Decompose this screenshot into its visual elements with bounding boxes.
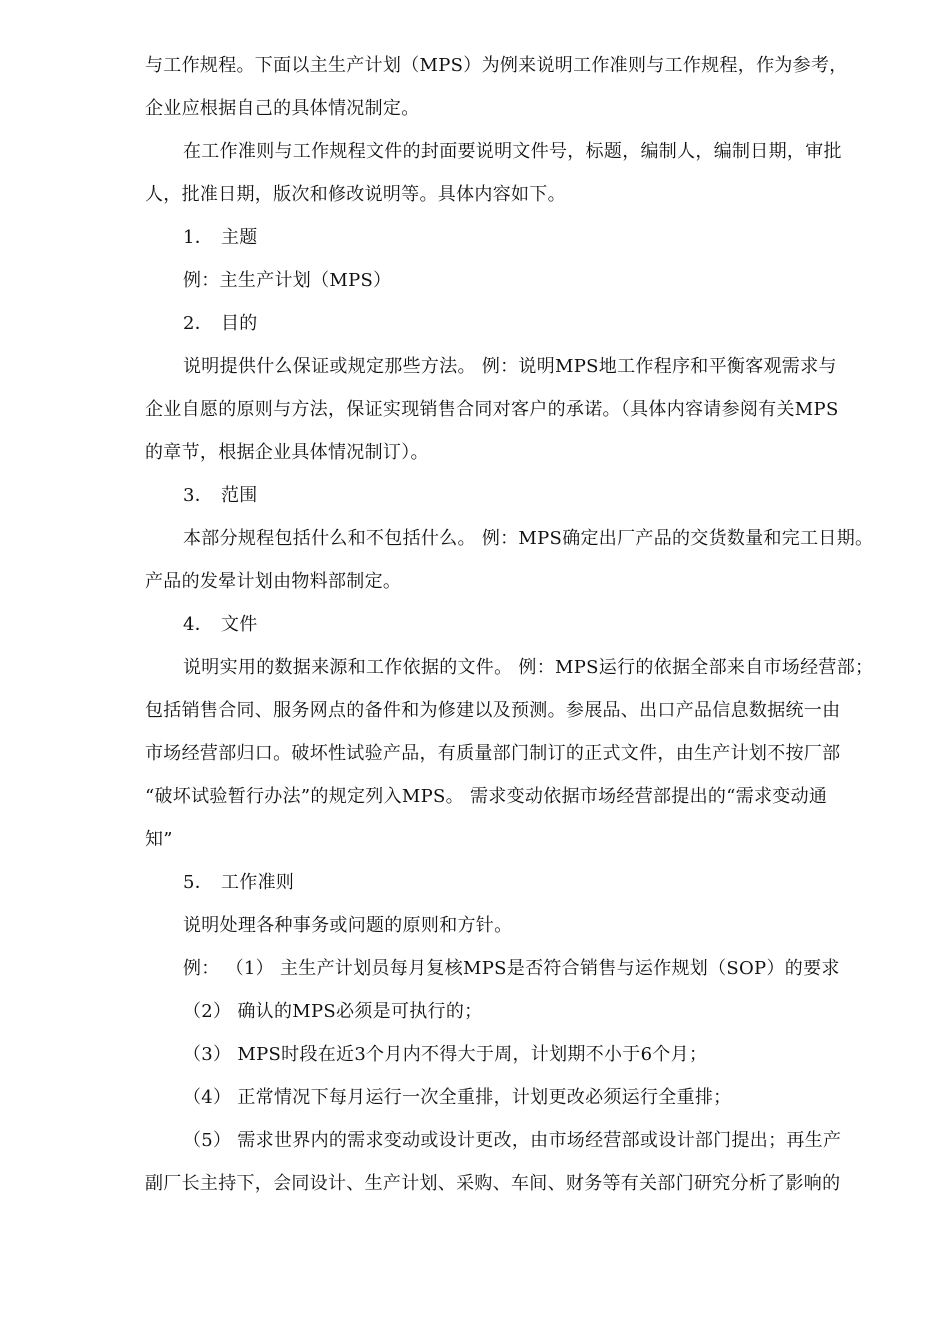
paragraph-line: 人，批准日期，版次和修改说明等。具体内容如下。	[145, 184, 566, 205]
paragraph-line: 副厂长主持下，会同设计、生产计划、采购、车间、财务等有关部门研究分析了影响的	[145, 1173, 841, 1194]
paragraph-line: 知”	[145, 829, 173, 850]
list-item: （3） MPS时段在近3个月内不得大于周，计划期不小于6个月；	[183, 1044, 708, 1065]
section-heading-subject	[145, 216, 905, 259]
list-item: （4） 正常情况下每月运行一次全重排，计划更改必须运行全重排；	[183, 1087, 732, 1108]
section-title: 主题	[221, 227, 258, 248]
section-number: 5．	[183, 872, 214, 893]
paragraph-line: 包括销售合同、服务网点的备件和为修建以及预测。参展品、出口产品信息数据统一由	[145, 700, 841, 721]
paragraph-line: 企业应根据自己的具体情况制定。	[145, 98, 420, 119]
section-title: 文件	[221, 614, 258, 635]
paragraph-line: 本部分规程包括什么和不包括什么。 例：MPS确定出厂产品的交货数量和完工日期。	[183, 528, 874, 549]
paragraph-line: 的章节，根据企业具体情况制订）。	[145, 442, 429, 463]
paragraph-line: 说明处理各种事务或问题的原则和方针。	[183, 915, 513, 936]
paragraph-line: 企业自愿的原则与方法，保证实现销售合同对客户的承诺。（具体内容请参阅有关MPS	[145, 399, 839, 420]
paragraph-line: 例：主生产计划（MPS）	[183, 270, 392, 291]
list-item: 例： （1） 主生产计划员每月复核MPS是否符合销售与运作规划（SOP）的要求	[183, 958, 840, 979]
paragraph-line: “破坏试验暂行办法”的规定列入MPS。 需求变动依据市场经营部提出的“需求变动通	[145, 786, 828, 807]
section-heading-work-rules	[145, 861, 905, 904]
list-item: （5） 需求世界内的需求变动或设计更改，由市场经营部或设计部门提出；再生产	[183, 1130, 842, 1151]
section-heading-scope	[145, 474, 905, 517]
paragraph-line: 在工作准则与工作规程文件的封面要说明文件号，标题，编制人，编制日期，审批	[183, 141, 842, 162]
paragraph-line: 市场经营部归口。破坏性试验产品，有质量部门制订的正式文件，由生产计划不按厂部	[145, 743, 841, 764]
section-number: 1．	[183, 227, 214, 248]
section-heading-documents	[145, 603, 905, 646]
section-title: 范围	[221, 485, 258, 506]
section-heading-purpose	[145, 302, 905, 345]
paragraph-line: 产品的发晕计划由物料部制定。	[145, 571, 402, 592]
paragraph-line: 与工作规程。下面以主生产计划（MPS）为例来说明工作准则与工作规程，作为参考，	[145, 55, 848, 76]
section-title: 目的	[221, 313, 258, 334]
section-number: 3．	[183, 485, 214, 506]
paragraph-line: 说明提供什么保证或规定那些方法。 例：说明MPS地工作程序和平衡客观需求与	[183, 356, 837, 377]
paragraph-line: 说明实用的数据来源和工作依据的文件。 例：MPS运行的依据全部来自市场经营部；	[183, 657, 874, 678]
section-number: 2．	[183, 313, 214, 334]
document-page	[145, 44, 905, 1205]
section-number: 4．	[183, 614, 214, 635]
list-item: （2） 确认的MPS必须是可执行的；	[183, 1001, 483, 1022]
section-title: 工作准则	[221, 872, 295, 893]
